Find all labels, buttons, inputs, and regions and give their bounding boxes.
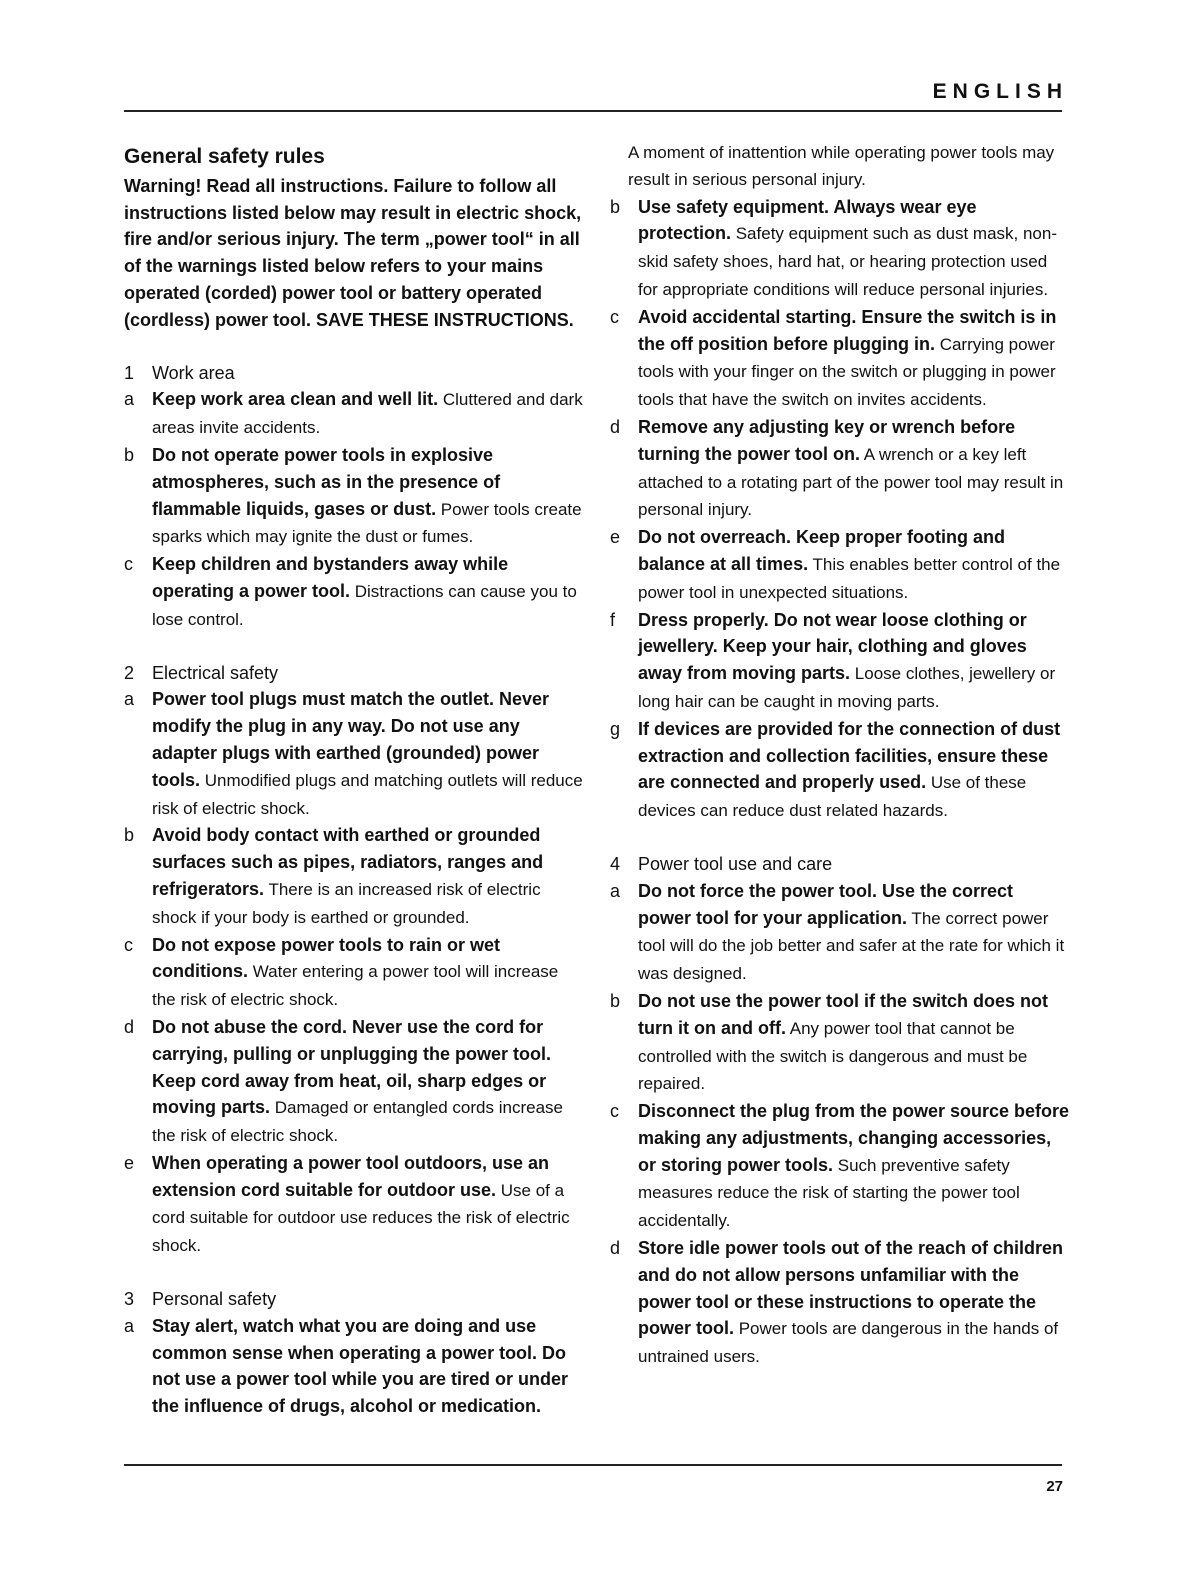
rule-4a: a Do not force the power tool. Use the correct power tool for your application. The correct power tool will do the job better and safer at the rate for which it was designed. — [610, 880, 1065, 984]
rule-4d: d Store idle power tools out of the reach of children and do not allow persons unfamiliar with the power tool or these instructions to operate the power tool. Power tools are dangerous in the hands of untrained users. — [610, 1238, 1064, 1367]
rule-3c: c Avoid accidental starting. Ensure the switch is in the off position before plugging in. Carrying power tools with your finger on the switch or plugging in power tools that have the switch on invites accidents. — [610, 306, 1057, 410]
section-3-heading: 3 Personal safety — [124, 1289, 277, 1310]
rule-3b: b Use safety equipment. Always wear eye protection. Safety equipment such as dust mask, non-skid safety shoes, hard hat, or hearing protection used for appropriate conditions will reduce personal injuries. — [610, 196, 1058, 299]
right-column — [610, 140, 1070, 1371]
page-title: General safety rules — [124, 145, 325, 168]
language-header: ENGLISH — [932, 80, 1068, 103]
rule-4b: b Do not use the power tool if the switch does not turn it on and off. Any power tool that cannot be controlled with the switch is dangerous and must be repaired. — [610, 990, 1049, 1094]
rule-3f: f Dress properly. Do not wear loose clothing or jewellery. Keep your hair, clothing and gloves away from moving parts. Loose clothes, jewellery or long hair can be caught in moving parts. — [610, 609, 1056, 711]
rule-3d: d Remove any adjusting key or wrench before turning the power tool on. A wrench or a key left attached to a rotating part of the power tool may result in personal injury. — [610, 416, 1064, 520]
left-column — [124, 140, 586, 1421]
rule-2a: a Power tool plugs must match the outlet. Never modify the plug in any way. Do not use any adapter plugs with earthed (grounded) power tools. Unmodified plugs and matching outlets will reduce risk of electric shock. — [124, 689, 583, 818]
top-rule — [124, 110, 1062, 112]
rule-1b: b Do not operate power tools in explosive atmospheres, such as in the presence of flammable liquids, gases or dust. Power tools create sparks which may ignite the dust or fumes. — [124, 444, 582, 547]
rule-2b: b Avoid body contact with earthed or grounded surfaces such as pipes, radiators, ranges and refrigerators. There is an increased risk of electric shock if your body is earthed or grounded. — [124, 825, 544, 927]
rule-3a: a Stay alert, watch what you are doing and use common sense when operating a power tool. Do not use a power tool while you are tired or under the influence of drugs, alcohol or medication. — [124, 1315, 569, 1417]
rule-1a: a Keep work area clean and well lit. Cluttered and dark areas invite accidents. — [124, 389, 583, 438]
section-1-heading: 1 Work area — [124, 362, 235, 383]
rule-2e: e When operating a power tool outdoors, use an extension cord suitable for outdoor use. Use of a cord suitable for outdoor use reduces the risk of electric shock. — [124, 1152, 570, 1256]
section-2-heading: 2 Electrical safety — [124, 662, 279, 683]
rule-2c: c Do not expose power tools to rain or wet conditions. Water entering a power tool will increase the risk of electric shock. — [124, 934, 559, 1010]
rule-2d: d Do not abuse the cord. Never use the cord for carrying, pulling or unplugging the power tool. Keep cord away from heat, oil, sharp edges or moving parts. Damaged or entangled cords increase the risk of electric shock. — [124, 1016, 563, 1146]
rule-1c: c Keep children and bystanders away while operating a power tool. Distractions can cause you to lose control. — [124, 554, 577, 629]
warning-intro: Warning! Read all instructions. Failure to follow all instructions listed below may result in electric shock, fire and/or serious injury. The term „power tool“ in all of the warnings listed below refers to your mains operated (corded) power tool or battery operated (cordless) power tool. SAVE THESE INSTRUCTIONS. — [124, 175, 582, 330]
rule-3a-continuation: A moment of inattention while operating power tools may result in serious personal injury. — [628, 143, 1055, 189]
rule-3g: g If devices are provided for the connection of dust extraction and collection facilities, ensure these are connected and properly used. Use of these devices can reduce dust related hazards. — [610, 718, 1061, 821]
section-4-heading: 4 Power tool use and care — [610, 853, 833, 874]
rule-4c: c Disconnect the plug from the power source before making any adjustments, changing accessories, or storing power tools. Such preventive safety measures reduce the risk of starting the power tool accidentally. — [610, 1101, 1070, 1231]
bottom-rule — [124, 1464, 1062, 1466]
page-number: 27 — [1046, 1478, 1063, 1495]
rule-3e: e Do not overreach. Keep proper footing and balance at all times. This enables better control of the power tool in unexpected situations. — [610, 527, 1061, 602]
